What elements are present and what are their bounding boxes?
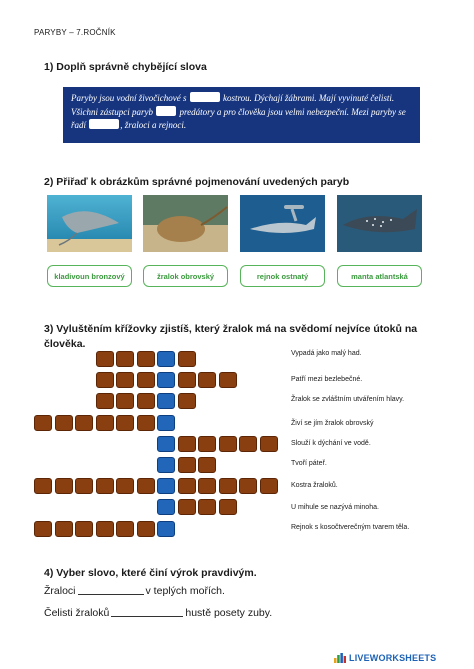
crossword-cell[interactable]: [198, 499, 216, 515]
crossword-cell[interactable]: [178, 436, 196, 452]
clue-8: U mihule se nazývá minoha.: [291, 504, 379, 511]
crossword-cell[interactable]: [116, 478, 134, 494]
crossword-cell[interactable]: [116, 351, 134, 367]
crossword-cell[interactable]: [219, 372, 237, 388]
crossword-cell[interactable]: [137, 478, 155, 494]
crossword-cell[interactable]: [178, 393, 196, 409]
crossword-cell[interactable]: [96, 372, 114, 388]
fill-text-box: [63, 87, 420, 143]
task3-title: 3) Vyluštěním křížovky zjistíš, který žralok má na svědomí nejvíce útoků na člověka.: [44, 323, 418, 350]
crossword-cell[interactable]: [96, 415, 114, 431]
answer-dropdown-1[interactable]: [78, 585, 144, 595]
crossword-cell[interactable]: [260, 478, 278, 494]
crossword-cell[interactable]: [178, 351, 196, 367]
solution-cell[interactable]: [157, 351, 175, 367]
sentence-1-end: v teplých mořích.: [145, 585, 225, 597]
clue-3: Žralok se zvláštním utvářením hlavy.: [291, 396, 405, 403]
label-rejnok-ostnaty[interactable]: rejnok ostnatý: [240, 265, 325, 287]
crossword-cell[interactable]: [137, 415, 155, 431]
crossword-cell[interactable]: [239, 436, 257, 452]
crossword-cell[interactable]: [137, 393, 155, 409]
crossword-cell[interactable]: [34, 478, 52, 494]
photo-stingray: [143, 195, 228, 252]
task4-title: 4) Vyber slovo, které činí výrok pravdivým.: [44, 567, 257, 579]
sentence-2: [44, 607, 272, 619]
solution-cell[interactable]: [157, 393, 175, 409]
solution-cell[interactable]: [157, 457, 175, 473]
crossword-cell[interactable]: [178, 457, 196, 473]
solution-cell[interactable]: [157, 415, 175, 431]
crossword-cell[interactable]: [198, 372, 216, 388]
worksheet-header: PARYBY – 7.ROČNÍK: [34, 28, 116, 37]
crossword-cell[interactable]: [219, 478, 237, 494]
crossword-cell[interactable]: [137, 372, 155, 388]
crossword-cell[interactable]: [178, 499, 196, 515]
photo-whale-shark: [337, 195, 422, 252]
crossword-cell[interactable]: [198, 457, 216, 473]
crossword-cell[interactable]: [198, 478, 216, 494]
crossword-cell[interactable]: [260, 436, 278, 452]
sentence-2-start: Čelisti žraloků: [44, 607, 110, 619]
sentence-2-end: hustě posety zuby.: [185, 607, 273, 619]
label-manta[interactable]: manta atlantská: [337, 265, 422, 287]
answer-dropdown-2[interactable]: [111, 607, 183, 617]
label-kladivoun[interactable]: kladivoun bronzový: [47, 265, 132, 287]
crossword-cell[interactable]: [75, 415, 93, 431]
crossword-cell[interactable]: [96, 521, 114, 537]
crossword-cell[interactable]: [116, 372, 134, 388]
solution-cell[interactable]: [157, 436, 175, 452]
crossword-cell[interactable]: [137, 521, 155, 537]
clue-4: Živí se jím žralok obrovský: [291, 420, 374, 427]
photo-hammerhead: [240, 195, 325, 252]
task2-title: 2) Přiřaď k obrázkům správné pojmenování uvedených paryb: [44, 176, 350, 188]
clue-5: Slouží k dýchání ve vodě.: [291, 440, 371, 447]
clue-1: Vypadá jako malý had.: [291, 350, 362, 357]
label-zralok-obrovsky[interactable]: žralok obrovský: [143, 265, 228, 287]
solution-cell[interactable]: [157, 372, 175, 388]
crossword-cell[interactable]: [116, 415, 134, 431]
crossword-cell[interactable]: [55, 521, 73, 537]
crossword-cell[interactable]: [178, 478, 196, 494]
solution-cell[interactable]: [157, 499, 175, 515]
crossword-cell[interactable]: [137, 351, 155, 367]
photo-ray: [47, 195, 132, 252]
sentence-1-start: Žraloci: [44, 585, 76, 597]
sentence-1: [44, 585, 225, 597]
crossword-cell[interactable]: [96, 393, 114, 409]
crossword-cell[interactable]: [96, 478, 114, 494]
answer-blank-2[interactable]: [156, 106, 176, 116]
crossword-cell[interactable]: [96, 351, 114, 367]
crossword-cell[interactable]: [55, 478, 73, 494]
brand-text: LIVEWORKSHEETS: [349, 653, 437, 663]
logo-bars-icon: [334, 653, 346, 663]
answer-blank-3[interactable]: [89, 119, 119, 129]
clue-7: Kostra žraloků.: [291, 482, 338, 489]
crossword-cell[interactable]: [75, 521, 93, 537]
crossword-cell[interactable]: [116, 393, 134, 409]
clue-2: Patří mezi bezlebečné.: [291, 376, 363, 383]
fish-photos: [47, 195, 420, 252]
answer-blank-1[interactable]: [190, 92, 220, 102]
name-labels: [47, 265, 420, 288]
solution-cell[interactable]: [157, 478, 175, 494]
crossword-cell[interactable]: [219, 436, 237, 452]
text-part-4: , žraloci a rejnoci.: [120, 120, 187, 130]
crossword-cell[interactable]: [178, 372, 196, 388]
crossword-cell[interactable]: [239, 478, 257, 494]
clue-6: Tvoří páteř.: [291, 460, 327, 467]
solution-cell[interactable]: [157, 521, 175, 537]
crossword-cell[interactable]: [116, 521, 134, 537]
crossword-cell[interactable]: [75, 478, 93, 494]
text-part-2: kostrou. Dýchají žábrami. Mají vyvinuté čelisti. Všichni zástupci paryb: [71, 93, 395, 117]
crossword-cell[interactable]: [55, 415, 73, 431]
clue-9: Rejnok s kosočtverečným tvarem těla.: [291, 524, 410, 531]
task1-title: 1) Doplň správně chybějící slova: [44, 61, 207, 73]
crossword-cell[interactable]: [198, 436, 216, 452]
text-part-3: predátory a pro člověka jsou velmi nebezpeční. Mezi paryby se řadí: [71, 106, 406, 130]
crossword-cell[interactable]: [34, 415, 52, 431]
liveworksheets-logo: [334, 652, 436, 664]
text-part-1: Paryby jsou vodní živočichové s: [71, 93, 189, 103]
crossword-cell[interactable]: [34, 521, 52, 537]
crossword-cell[interactable]: [219, 499, 237, 515]
